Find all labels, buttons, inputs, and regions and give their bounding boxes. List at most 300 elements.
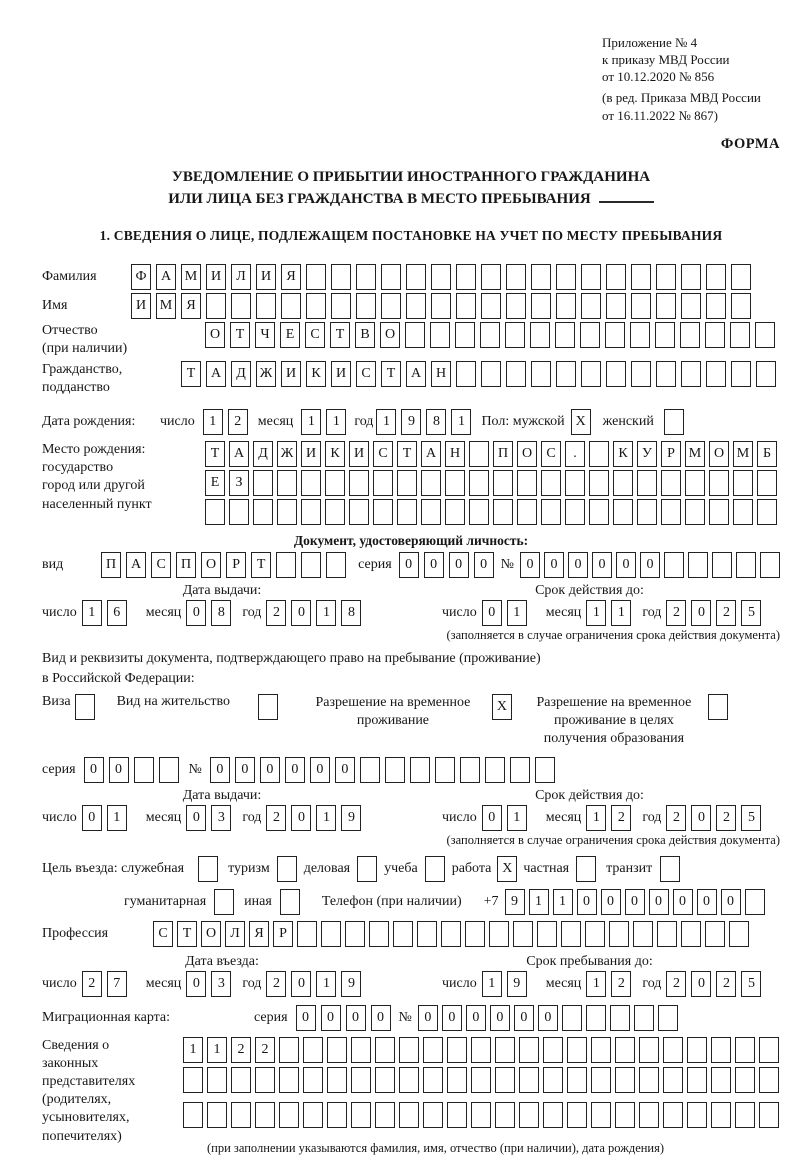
form-cell[interactable] bbox=[349, 470, 369, 496]
form-cell[interactable] bbox=[303, 1067, 323, 1093]
form-cell[interactable] bbox=[485, 757, 505, 783]
form-cell[interactable]: Р bbox=[226, 552, 246, 578]
form-cell[interactable] bbox=[663, 1037, 683, 1063]
form-cell[interactable]: 0 bbox=[321, 1005, 341, 1031]
form-cell[interactable] bbox=[351, 1102, 371, 1128]
form-cell[interactable] bbox=[685, 499, 705, 525]
form-cell[interactable]: 9 bbox=[401, 409, 421, 435]
form-cell[interactable]: 0 bbox=[449, 552, 469, 578]
form-cell[interactable]: 1 bbox=[507, 805, 527, 831]
form-cell[interactable]: 1 bbox=[451, 409, 471, 435]
form-cell[interactable] bbox=[729, 921, 749, 947]
form-cell[interactable] bbox=[279, 1037, 299, 1063]
form-cell[interactable]: 0 bbox=[82, 805, 102, 831]
form-cell[interactable] bbox=[681, 293, 701, 319]
form-cell[interactable]: 1 bbox=[376, 409, 396, 435]
form-cell[interactable]: 0 bbox=[335, 757, 355, 783]
form-cell[interactable] bbox=[456, 361, 476, 387]
form-cell[interactable] bbox=[711, 1067, 731, 1093]
form-cell[interactable]: 2 bbox=[266, 971, 286, 997]
form-cell[interactable]: Е bbox=[205, 470, 225, 496]
form-cell[interactable] bbox=[214, 889, 234, 915]
form-cell[interactable] bbox=[349, 499, 369, 525]
form-cell[interactable] bbox=[495, 1067, 515, 1093]
form-cell[interactable]: 0 bbox=[310, 757, 330, 783]
form-cell[interactable]: Ж bbox=[256, 361, 276, 387]
form-cell[interactable] bbox=[431, 293, 451, 319]
form-cell[interactable] bbox=[345, 921, 365, 947]
form-cell[interactable]: 1 bbox=[586, 805, 606, 831]
form-cell[interactable]: 0 bbox=[186, 600, 206, 626]
form-cell[interactable] bbox=[708, 694, 728, 720]
form-cell[interactable] bbox=[562, 1005, 582, 1031]
form-cell[interactable]: М bbox=[733, 441, 753, 467]
form-cell[interactable] bbox=[615, 1037, 635, 1063]
form-cell[interactable]: 0 bbox=[514, 1005, 534, 1031]
form-cell[interactable] bbox=[206, 293, 226, 319]
form-cell[interactable]: 1 bbox=[107, 805, 127, 831]
form-cell[interactable] bbox=[556, 361, 576, 387]
form-cell[interactable]: Я bbox=[249, 921, 269, 947]
form-cell[interactable] bbox=[687, 1102, 707, 1128]
form-cell[interactable] bbox=[637, 499, 657, 525]
form-cell[interactable] bbox=[656, 264, 676, 290]
form-cell[interactable] bbox=[303, 1102, 323, 1128]
form-cell[interactable] bbox=[325, 470, 345, 496]
form-cell[interactable] bbox=[706, 264, 726, 290]
form-cell[interactable] bbox=[606, 264, 626, 290]
form-cell[interactable]: И bbox=[131, 293, 151, 319]
form-cell[interactable] bbox=[581, 264, 601, 290]
form-cell[interactable] bbox=[591, 1102, 611, 1128]
form-cell[interactable] bbox=[276, 552, 296, 578]
form-cell[interactable] bbox=[760, 552, 780, 578]
form-cell[interactable]: 0 bbox=[186, 805, 206, 831]
form-cell[interactable]: 1 bbox=[586, 600, 606, 626]
form-cell[interactable] bbox=[733, 499, 753, 525]
form-cell[interactable] bbox=[373, 470, 393, 496]
form-cell[interactable] bbox=[735, 1102, 755, 1128]
form-cell[interactable] bbox=[639, 1067, 659, 1093]
form-cell[interactable]: Р bbox=[273, 921, 293, 947]
form-cell[interactable]: 0 bbox=[640, 552, 660, 578]
form-cell[interactable] bbox=[495, 1037, 515, 1063]
form-cell[interactable] bbox=[351, 1067, 371, 1093]
form-cell[interactable] bbox=[441, 921, 461, 947]
form-cell[interactable]: 2 bbox=[666, 805, 686, 831]
form-cell[interactable] bbox=[664, 552, 684, 578]
form-cell[interactable]: 9 bbox=[505, 889, 525, 915]
form-cell[interactable] bbox=[198, 856, 218, 882]
form-cell[interactable] bbox=[253, 499, 273, 525]
form-cell[interactable]: О bbox=[709, 441, 729, 467]
form-cell[interactable] bbox=[373, 499, 393, 525]
form-cell[interactable]: Н bbox=[445, 441, 465, 467]
form-cell[interactable]: Ч bbox=[255, 322, 275, 348]
form-cell[interactable]: Т bbox=[397, 441, 417, 467]
form-cell[interactable]: 0 bbox=[260, 757, 280, 783]
form-cell[interactable] bbox=[755, 322, 775, 348]
form-cell[interactable]: С bbox=[151, 552, 171, 578]
form-cell[interactable]: С bbox=[373, 441, 393, 467]
form-cell[interactable] bbox=[430, 322, 450, 348]
form-cell[interactable] bbox=[541, 499, 561, 525]
form-cell[interactable]: 0 bbox=[186, 971, 206, 997]
form-cell[interactable] bbox=[360, 757, 380, 783]
form-cell[interactable] bbox=[331, 264, 351, 290]
form-cell[interactable]: 1 bbox=[203, 409, 223, 435]
form-cell[interactable] bbox=[406, 293, 426, 319]
form-cell[interactable] bbox=[301, 552, 321, 578]
form-cell[interactable] bbox=[397, 499, 417, 525]
form-cell[interactable]: 0 bbox=[592, 552, 612, 578]
form-cell[interactable] bbox=[567, 1037, 587, 1063]
form-cell[interactable] bbox=[705, 921, 725, 947]
form-cell[interactable]: О bbox=[201, 552, 221, 578]
form-cell[interactable] bbox=[375, 1102, 395, 1128]
form-cell[interactable] bbox=[481, 361, 501, 387]
form-cell[interactable] bbox=[469, 441, 489, 467]
form-cell[interactable] bbox=[303, 1037, 323, 1063]
form-cell[interactable] bbox=[425, 856, 445, 882]
form-cell[interactable]: К bbox=[325, 441, 345, 467]
form-cell[interactable] bbox=[279, 1102, 299, 1128]
form-cell[interactable]: О bbox=[380, 322, 400, 348]
form-cell[interactable]: 1 bbox=[316, 600, 336, 626]
form-cell[interactable] bbox=[447, 1102, 467, 1128]
form-cell[interactable] bbox=[465, 921, 485, 947]
form-cell[interactable]: О bbox=[201, 921, 221, 947]
form-cell[interactable]: М bbox=[181, 264, 201, 290]
form-cell[interactable] bbox=[417, 921, 437, 947]
form-cell[interactable]: 0 bbox=[474, 552, 494, 578]
form-cell[interactable]: Ж bbox=[277, 441, 297, 467]
form-cell[interactable] bbox=[405, 322, 425, 348]
form-cell[interactable]: X bbox=[492, 694, 512, 720]
form-cell[interactable] bbox=[513, 921, 533, 947]
form-cell[interactable]: Н bbox=[431, 361, 451, 387]
form-cell[interactable]: 2 bbox=[266, 600, 286, 626]
form-cell[interactable] bbox=[423, 1102, 443, 1128]
form-cell[interactable] bbox=[759, 1037, 779, 1063]
form-cell[interactable] bbox=[543, 1037, 563, 1063]
form-cell[interactable]: 0 bbox=[691, 600, 711, 626]
form-cell[interactable] bbox=[712, 552, 732, 578]
form-cell[interactable] bbox=[711, 1102, 731, 1128]
form-cell[interactable]: И bbox=[206, 264, 226, 290]
form-cell[interactable]: 0 bbox=[399, 552, 419, 578]
form-cell[interactable] bbox=[506, 293, 526, 319]
form-cell[interactable]: А bbox=[206, 361, 226, 387]
form-cell[interactable] bbox=[663, 1102, 683, 1128]
form-cell[interactable]: Т bbox=[205, 441, 225, 467]
form-cell[interactable] bbox=[543, 1102, 563, 1128]
form-cell[interactable]: М bbox=[156, 293, 176, 319]
form-cell[interactable] bbox=[471, 1037, 491, 1063]
form-cell[interactable] bbox=[531, 293, 551, 319]
form-cell[interactable]: Ф bbox=[131, 264, 151, 290]
form-cell[interactable]: 0 bbox=[538, 1005, 558, 1031]
form-cell[interactable]: Т bbox=[181, 361, 201, 387]
form-cell[interactable] bbox=[460, 757, 480, 783]
form-cell[interactable] bbox=[506, 264, 526, 290]
form-cell[interactable] bbox=[531, 264, 551, 290]
form-cell[interactable] bbox=[455, 322, 475, 348]
form-cell[interactable] bbox=[306, 264, 326, 290]
form-cell[interactable] bbox=[510, 757, 530, 783]
form-cell[interactable] bbox=[530, 322, 550, 348]
form-cell[interactable]: Л bbox=[225, 921, 245, 947]
form-cell[interactable]: . bbox=[565, 441, 585, 467]
form-cell[interactable] bbox=[480, 322, 500, 348]
form-cell[interactable] bbox=[688, 552, 708, 578]
form-cell[interactable] bbox=[381, 293, 401, 319]
form-cell[interactable]: 0 bbox=[568, 552, 588, 578]
form-cell[interactable] bbox=[730, 322, 750, 348]
form-cell[interactable]: И bbox=[331, 361, 351, 387]
form-cell[interactable] bbox=[610, 1005, 630, 1031]
form-cell[interactable] bbox=[591, 1037, 611, 1063]
form-cell[interactable]: О bbox=[517, 441, 537, 467]
form-cell[interactable] bbox=[630, 322, 650, 348]
form-cell[interactable]: Р bbox=[661, 441, 681, 467]
form-cell[interactable] bbox=[421, 499, 441, 525]
form-cell[interactable]: И bbox=[301, 441, 321, 467]
form-cell[interactable] bbox=[327, 1037, 347, 1063]
form-cell[interactable]: 9 bbox=[507, 971, 527, 997]
form-cell[interactable]: 0 bbox=[490, 1005, 510, 1031]
form-cell[interactable] bbox=[421, 470, 441, 496]
form-cell[interactable] bbox=[757, 470, 777, 496]
form-cell[interactable]: Я bbox=[281, 264, 301, 290]
form-cell[interactable] bbox=[606, 293, 626, 319]
form-cell[interactable]: 2 bbox=[716, 805, 736, 831]
form-cell[interactable]: 7 bbox=[107, 971, 127, 997]
form-cell[interactable] bbox=[517, 499, 537, 525]
form-cell[interactable] bbox=[277, 856, 297, 882]
form-cell[interactable] bbox=[75, 694, 95, 720]
form-cell[interactable] bbox=[519, 1037, 539, 1063]
form-cell[interactable] bbox=[735, 1067, 755, 1093]
form-cell[interactable] bbox=[706, 293, 726, 319]
form-cell[interactable] bbox=[531, 361, 551, 387]
form-cell[interactable]: 1 bbox=[507, 600, 527, 626]
form-cell[interactable] bbox=[541, 470, 561, 496]
form-cell[interactable] bbox=[469, 499, 489, 525]
form-cell[interactable]: А bbox=[156, 264, 176, 290]
form-cell[interactable]: 1 bbox=[482, 971, 502, 997]
form-cell[interactable]: Б bbox=[757, 441, 777, 467]
form-cell[interactable]: 0 bbox=[697, 889, 717, 915]
form-cell[interactable] bbox=[231, 293, 251, 319]
form-cell[interactable]: Е bbox=[280, 322, 300, 348]
form-cell[interactable]: 8 bbox=[426, 409, 446, 435]
form-cell[interactable] bbox=[639, 1102, 659, 1128]
form-cell[interactable]: К bbox=[613, 441, 633, 467]
form-cell[interactable]: 0 bbox=[721, 889, 741, 915]
form-cell[interactable] bbox=[159, 757, 179, 783]
form-cell[interactable] bbox=[306, 293, 326, 319]
form-cell[interactable] bbox=[423, 1067, 443, 1093]
form-cell[interactable]: Т bbox=[251, 552, 271, 578]
form-cell[interactable]: 0 bbox=[616, 552, 636, 578]
form-cell[interactable] bbox=[506, 361, 526, 387]
form-cell[interactable] bbox=[297, 921, 317, 947]
form-cell[interactable]: А bbox=[421, 441, 441, 467]
form-cell[interactable] bbox=[631, 264, 651, 290]
form-cell[interactable]: П bbox=[493, 441, 513, 467]
form-cell[interactable]: 0 bbox=[109, 757, 129, 783]
form-cell[interactable] bbox=[207, 1102, 227, 1128]
form-cell[interactable] bbox=[279, 1067, 299, 1093]
form-cell[interactable]: 0 bbox=[291, 600, 311, 626]
form-cell[interactable] bbox=[489, 921, 509, 947]
form-cell[interactable] bbox=[706, 361, 726, 387]
form-cell[interactable] bbox=[685, 470, 705, 496]
form-cell[interactable] bbox=[639, 1037, 659, 1063]
form-cell[interactable]: 0 bbox=[625, 889, 645, 915]
form-cell[interactable] bbox=[615, 1067, 635, 1093]
form-cell[interactable]: У bbox=[637, 441, 657, 467]
form-cell[interactable] bbox=[205, 499, 225, 525]
form-cell[interactable] bbox=[759, 1067, 779, 1093]
form-cell[interactable] bbox=[255, 1067, 275, 1093]
form-cell[interactable] bbox=[183, 1067, 203, 1093]
form-cell[interactable] bbox=[301, 470, 321, 496]
form-cell[interactable] bbox=[658, 1005, 678, 1031]
form-cell[interactable] bbox=[709, 470, 729, 496]
form-cell[interactable]: X bbox=[497, 856, 517, 882]
form-cell[interactable] bbox=[664, 409, 684, 435]
form-cell[interactable] bbox=[613, 499, 633, 525]
form-cell[interactable] bbox=[565, 499, 585, 525]
form-cell[interactable] bbox=[431, 264, 451, 290]
form-cell[interactable] bbox=[580, 322, 600, 348]
form-cell[interactable] bbox=[657, 921, 677, 947]
form-cell[interactable]: 9 bbox=[341, 805, 361, 831]
form-cell[interactable]: 5 bbox=[741, 805, 761, 831]
form-cell[interactable] bbox=[399, 1037, 419, 1063]
form-cell[interactable] bbox=[556, 264, 576, 290]
form-cell[interactable] bbox=[634, 1005, 654, 1031]
form-cell[interactable] bbox=[613, 470, 633, 496]
form-cell[interactable]: 0 bbox=[691, 971, 711, 997]
form-cell[interactable] bbox=[447, 1037, 467, 1063]
form-cell[interactable]: 2 bbox=[716, 600, 736, 626]
form-cell[interactable] bbox=[631, 293, 651, 319]
form-cell[interactable] bbox=[615, 1102, 635, 1128]
form-cell[interactable] bbox=[356, 264, 376, 290]
form-cell[interactable] bbox=[410, 757, 430, 783]
form-cell[interactable]: Т bbox=[330, 322, 350, 348]
form-cell[interactable] bbox=[393, 921, 413, 947]
form-cell[interactable] bbox=[406, 264, 426, 290]
form-cell[interactable]: 2 bbox=[716, 971, 736, 997]
form-cell[interactable] bbox=[321, 921, 341, 947]
form-cell[interactable]: А bbox=[406, 361, 426, 387]
form-cell[interactable] bbox=[351, 1037, 371, 1063]
form-cell[interactable] bbox=[705, 322, 725, 348]
form-cell[interactable] bbox=[663, 1067, 683, 1093]
form-cell[interactable]: А bbox=[229, 441, 249, 467]
form-cell[interactable]: 2 bbox=[82, 971, 102, 997]
form-cell[interactable]: 1 bbox=[529, 889, 549, 915]
form-cell[interactable]: Я bbox=[181, 293, 201, 319]
form-cell[interactable]: 5 bbox=[741, 600, 761, 626]
form-cell[interactable] bbox=[543, 1067, 563, 1093]
form-cell[interactable]: X bbox=[571, 409, 591, 435]
form-cell[interactable]: О bbox=[205, 322, 225, 348]
form-cell[interactable] bbox=[357, 856, 377, 882]
form-cell[interactable] bbox=[229, 499, 249, 525]
form-cell[interactable] bbox=[565, 470, 585, 496]
form-cell[interactable] bbox=[456, 293, 476, 319]
form-cell[interactable]: 0 bbox=[291, 805, 311, 831]
form-cell[interactable] bbox=[687, 1037, 707, 1063]
form-cell[interactable] bbox=[561, 921, 581, 947]
form-cell[interactable] bbox=[505, 322, 525, 348]
form-cell[interactable]: 1 bbox=[586, 971, 606, 997]
form-cell[interactable]: 0 bbox=[691, 805, 711, 831]
form-cell[interactable] bbox=[456, 264, 476, 290]
form-cell[interactable]: З bbox=[229, 470, 249, 496]
form-cell[interactable] bbox=[757, 499, 777, 525]
form-cell[interactable]: 2 bbox=[666, 600, 686, 626]
form-cell[interactable]: В bbox=[355, 322, 375, 348]
form-cell[interactable] bbox=[661, 499, 681, 525]
form-cell[interactable] bbox=[733, 470, 753, 496]
form-cell[interactable] bbox=[183, 1102, 203, 1128]
form-cell[interactable]: И bbox=[256, 264, 276, 290]
form-cell[interactable] bbox=[495, 1102, 515, 1128]
form-cell[interactable] bbox=[445, 499, 465, 525]
form-cell[interactable]: С bbox=[356, 361, 376, 387]
form-cell[interactable] bbox=[519, 1102, 539, 1128]
form-cell[interactable]: Т bbox=[177, 921, 197, 947]
form-cell[interactable] bbox=[656, 293, 676, 319]
form-cell[interactable] bbox=[756, 361, 776, 387]
form-cell[interactable] bbox=[660, 856, 680, 882]
form-cell[interactable] bbox=[325, 499, 345, 525]
form-cell[interactable] bbox=[301, 499, 321, 525]
form-cell[interactable] bbox=[375, 1037, 395, 1063]
form-cell[interactable] bbox=[397, 470, 417, 496]
form-cell[interactable]: 1 bbox=[301, 409, 321, 435]
form-cell[interactable]: 0 bbox=[210, 757, 230, 783]
form-cell[interactable] bbox=[375, 1067, 395, 1093]
form-cell[interactable]: 2 bbox=[231, 1037, 251, 1063]
form-cell[interactable]: 1 bbox=[183, 1037, 203, 1063]
form-cell[interactable] bbox=[134, 757, 154, 783]
form-cell[interactable]: П bbox=[101, 552, 121, 578]
form-cell[interactable] bbox=[731, 293, 751, 319]
form-cell[interactable]: 0 bbox=[577, 889, 597, 915]
form-cell[interactable] bbox=[680, 322, 700, 348]
form-cell[interactable]: 0 bbox=[442, 1005, 462, 1031]
form-cell[interactable] bbox=[681, 361, 701, 387]
form-cell[interactable] bbox=[481, 264, 501, 290]
form-cell[interactable]: 0 bbox=[424, 552, 444, 578]
form-cell[interactable]: 0 bbox=[601, 889, 621, 915]
form-cell[interactable] bbox=[585, 921, 605, 947]
form-cell[interactable] bbox=[605, 322, 625, 348]
form-cell[interactable] bbox=[258, 694, 278, 720]
form-cell[interactable] bbox=[736, 552, 756, 578]
form-cell[interactable]: 0 bbox=[346, 1005, 366, 1031]
form-cell[interactable]: 0 bbox=[673, 889, 693, 915]
form-cell[interactable] bbox=[591, 1067, 611, 1093]
form-cell[interactable]: 0 bbox=[235, 757, 255, 783]
